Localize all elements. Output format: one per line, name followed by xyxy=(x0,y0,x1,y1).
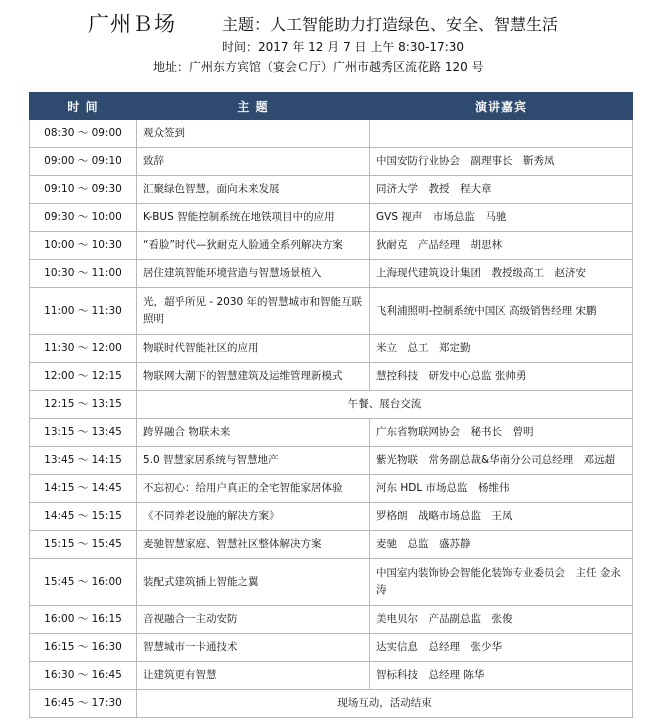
time-cell: 16:45 ～ 17:30 xyxy=(30,690,137,718)
speaker-cell: 智标科技 总经理 陈华 xyxy=(370,662,633,690)
table-row xyxy=(30,606,633,634)
speaker-cell: 上海现代建筑设计集团 教授级高工 赵济安 xyxy=(370,260,633,288)
time-cell: 08:30 ～ 09:00 xyxy=(30,120,137,148)
schedule-table xyxy=(29,92,633,718)
table-row xyxy=(30,419,633,447)
topic-cell: 《不同养老设施的解决方案》 xyxy=(137,503,370,531)
topic-cell: 跨界融合 物联未来 xyxy=(137,419,370,447)
time-cell: 10:00 ～ 10:30 xyxy=(30,232,137,260)
time-cell: 12:00 ～ 12:15 xyxy=(30,363,137,391)
column-header-time: 时 间 xyxy=(30,93,137,120)
topic-cell: 观众签到 xyxy=(137,120,370,148)
column-header-topic: 主 题 xyxy=(137,93,370,120)
table-row xyxy=(30,232,633,260)
schedule-body xyxy=(30,120,633,718)
speaker-cell: 麦驰 总监 盛苏静 xyxy=(370,531,633,559)
time-cell: 15:15 ～ 15:45 xyxy=(30,531,137,559)
table-row xyxy=(30,176,633,204)
table-row xyxy=(30,148,633,176)
table-row xyxy=(30,634,633,662)
topic-cell: 致辞 xyxy=(137,148,370,176)
topic-cell: “看脸”时代—狄耐克人脸通全系列解决方案 xyxy=(137,232,370,260)
table-row xyxy=(30,363,633,391)
speaker-cell: 罗格朗 战略市场总监 王凤 xyxy=(370,503,633,531)
topic-cell: 居住建筑智能环境营造与智慧场景植入 xyxy=(137,260,370,288)
time-cell: 14:15 ～ 14:45 xyxy=(30,475,137,503)
time-cell: 12:15 ～ 13:15 xyxy=(30,391,137,419)
time-cell: 09:00 ～ 09:10 xyxy=(30,148,137,176)
speaker-cell: 河东 HDL 市场总监 杨维伟 xyxy=(370,475,633,503)
break-cell: 午餐、展台交流 xyxy=(137,391,633,419)
table-row xyxy=(30,391,633,419)
speaker-cell: 紫光物联 常务副总裁&华南分公司总经理 邓远超 xyxy=(370,447,633,475)
speaker-cell: 达实信息 总经理 张少华 xyxy=(370,634,633,662)
topic-cell: K-BUS 智能控制系统在地铁项目中的应用 xyxy=(137,204,370,232)
table-row xyxy=(30,503,633,531)
table-row xyxy=(30,204,633,232)
column-header-speaker: 演讲嘉宾 xyxy=(370,93,633,120)
speaker-cell: 美电贝尔 产品副总监 张俊 xyxy=(370,606,633,634)
schedule-header-row xyxy=(30,93,633,120)
topic-cell: 5.0 智慧家居系统与智慧地产 xyxy=(137,447,370,475)
time-cell: 11:30 ～ 12:00 xyxy=(30,335,137,363)
table-row xyxy=(30,288,633,335)
topic-cell: 智慧城市一卡通技术 xyxy=(137,634,370,662)
topic-cell: 不忘初心：给用户真正的全宅智能家居体验 xyxy=(137,475,370,503)
speaker-cell: GVS 视声 市场总监 马驰 xyxy=(370,204,633,232)
time-cell: 13:15 ～ 13:45 xyxy=(30,419,137,447)
speaker-cell: 慧控科技 研发中心总监 张帅勇 xyxy=(370,363,633,391)
table-row xyxy=(30,662,633,690)
time-cell: 16:30 ～ 16:45 xyxy=(30,662,137,690)
topic-cell: 麦驰智慧家庭、智慧社区整体解决方案 xyxy=(137,531,370,559)
time-cell: 16:00 ～ 16:15 xyxy=(30,606,137,634)
event-time: 时间：2017 年 12 月 7 日 上午 8:30-17:30 xyxy=(222,40,465,54)
table-row xyxy=(30,531,633,559)
speaker-cell xyxy=(370,120,633,148)
speaker-cell: 同济大学 教授 程大章 xyxy=(370,176,633,204)
topic-cell: 汇聚绿色智慧，面向未来发展 xyxy=(137,176,370,204)
table-row xyxy=(30,690,633,718)
venue-title: 广州Ｂ场 xyxy=(88,12,176,36)
time-cell: 09:30 ～ 10:00 xyxy=(30,204,137,232)
topic-cell: 让建筑更有智慧 xyxy=(137,662,370,690)
table-row xyxy=(30,447,633,475)
topic-cell: 物联时代智能社区的应用 xyxy=(137,335,370,363)
table-row xyxy=(30,335,633,363)
topic-cell: 光，超乎所见 - 2030 年的智慧城市和智能互联照明 xyxy=(137,288,370,335)
speaker-cell: 飞利浦照明-控制系统中国区 高级销售经理 宋鹏 xyxy=(370,288,633,335)
table-row xyxy=(30,559,633,606)
speaker-cell: 米立 总工 郑定勤 xyxy=(370,335,633,363)
time-cell: 14:45 ～ 15:15 xyxy=(30,503,137,531)
table-row xyxy=(30,120,633,148)
topic-cell: 装配式建筑插上智能之翼 xyxy=(137,559,370,606)
time-cell: 09:10 ～ 09:30 xyxy=(30,176,137,204)
break-cell: 现场互动，活动结束 xyxy=(137,690,633,718)
time-cell: 11:00 ～ 11:30 xyxy=(30,288,137,335)
topic-cell: 音视融合一主动安防 xyxy=(137,606,370,634)
table-row xyxy=(30,260,633,288)
theme-title: 主题：人工智能助力打造绿色、安全、智慧生活 xyxy=(222,15,559,34)
event-address: 地址：广州东方宾馆（宴会Ｃ厅）广州市越秀区流花路 120 号 xyxy=(153,60,484,74)
speaker-cell: 广东省物联网协会 秘书长 曾明 xyxy=(370,419,633,447)
speaker-cell: 狄耐克 产品经理 胡思林 xyxy=(370,232,633,260)
table-row xyxy=(30,475,633,503)
time-cell: 16:15 ～ 16:30 xyxy=(30,634,137,662)
topic-cell: 物联网大潮下的智慧建筑及运维管理新模式 xyxy=(137,363,370,391)
page-header xyxy=(0,0,653,90)
speaker-cell: 中国室内装饰协会智能化装饰专业委员会 主任 金永涛 xyxy=(370,559,633,606)
speaker-cell: 中国安防行业协会 副理事长 靳秀凤 xyxy=(370,148,633,176)
time-cell: 13:45 ～ 14:15 xyxy=(30,447,137,475)
time-cell: 10:30 ～ 11:00 xyxy=(30,260,137,288)
time-cell: 15:45 ～ 16:00 xyxy=(30,559,137,606)
